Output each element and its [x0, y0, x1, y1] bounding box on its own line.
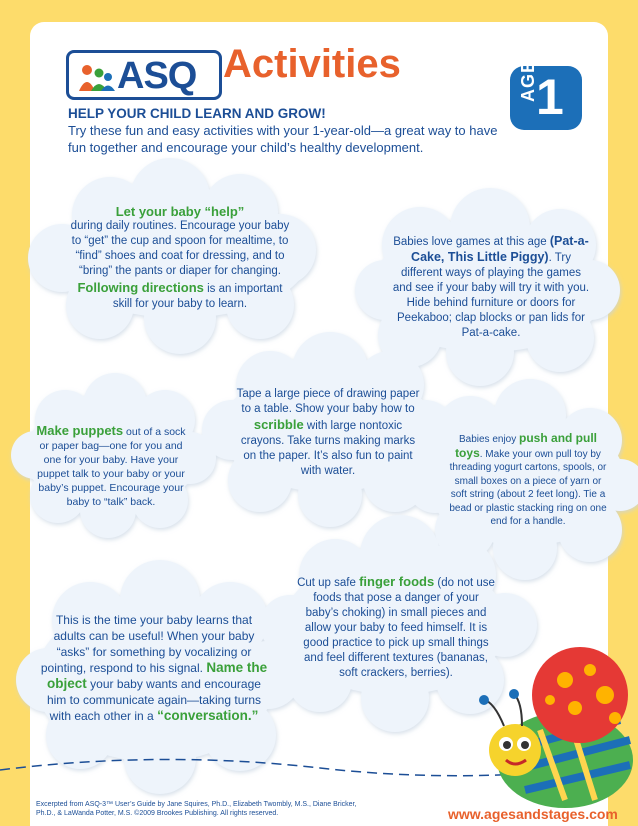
- tip-help-title: Let your baby “help”: [115, 204, 245, 219]
- tip-name: [40, 612, 268, 724]
- tip-name-emph: Name the object: [47, 660, 268, 691]
- page-title: Activities: [223, 42, 401, 86]
- tip-finger-lead: Cut up safe: [297, 577, 360, 589]
- tip-puppets-tail: out of a sock or paper bag—one for you and one for your baby. Have your puppet talk to your baby or your baby’s puppet. Encourage your baby to “talk” back.: [37, 426, 186, 508]
- age-badge: [510, 59, 582, 130]
- age-label: AGE: [518, 59, 538, 102]
- caterpillar-illustration: [470, 640, 638, 810]
- tip-help-body: during daily routines. Encourage your baby to “get” the cup and spoon for mealtime, to “find” shoes and coat for dressing, and to “bring” the pants or diaper for changing.: [70, 220, 290, 277]
- tip-games: [392, 234, 590, 341]
- intro-text: Try these fun and easy activities with your 1-year-old—a great way to have fun together and encourage your child’s healthy development.: [68, 123, 498, 155]
- tip-help: [70, 204, 290, 312]
- logo-text: ASQ: [117, 55, 197, 97]
- tip-finger-emph: finger foods: [359, 574, 435, 589]
- tip-finger: [296, 574, 496, 681]
- tip-puppets: [36, 424, 186, 509]
- footer-credit: Excerpted from ASQ-3™ User’s Guide by Jane Squires, Ph.D., Elizabeth Twombly, M.S., Diane Bricker, Ph.D., & LaWanda Potter, M.S. ©2009 Brookes Publishing. All rights reserved.: [36, 801, 357, 817]
- tip-help-tail: is an important skill for your baby to learn.: [112, 283, 283, 310]
- intro-heading: HELP YOUR CHILD LEARN AND GROW!: [68, 106, 326, 121]
- tip-pull-emph: push and pull toys: [455, 431, 598, 460]
- tip-games-tail: . Try different ways of playing the games and see if your baby will try it with you. Hide behind furniture or doors for Peekaboo; clap blocks or pan lids for Pat-a-cake.: [392, 252, 590, 339]
- logo-frame: [66, 50, 222, 100]
- tip-scribble-lead: Tape a large piece of drawing paper to a table. Show your baby how to: [236, 388, 420, 415]
- tip-scribble-emph: scribble: [253, 417, 304, 432]
- tip-pull-tail: . Make your own pull toy by threading yogurt cartons, spools, or small boxes on a piece of yarn or soft string (about 2 feet long). Tie a bead or plastic stacking ring on one end for a handle.: [449, 448, 607, 527]
- tip-name-lead: This is the time your baby learns that adults can be useful! When your baby “asks” for something by vocalizing or pointing, respond to his signal.: [40, 613, 255, 675]
- tip-scribble-tail: with large nontoxic crayons. Take turns making marks on the paper. It’s also fun to paint with water.: [240, 420, 416, 477]
- tip-pull: [448, 432, 608, 529]
- tip-pull-lead: Babies enjoy: [458, 434, 520, 445]
- tip-name-mid: your baby wants and encourage him to communicate again—taking turns with each other in a: [46, 677, 262, 723]
- tip-games-lead: Babies love games at this age: [393, 236, 547, 248]
- tip-games-emph: (Pat-a-Cake, This Little Piggy): [411, 234, 589, 264]
- tip-finger-tail: (do not use foods that pose a danger of your baby’s choking) in small pieces and allow your baby to feed himself. It is good practice to pick up small things and feel different textures (bananas, soft crackers, berries).: [303, 577, 495, 679]
- tip-puppets-emph: Make puppets: [36, 423, 124, 438]
- tip-scribble: [234, 387, 422, 479]
- footer-url-link[interactable]: www.agesandstages.com: [448, 806, 618, 822]
- age-number: 1: [536, 69, 564, 125]
- asq-people-logo-icon: [77, 63, 117, 93]
- tip-name-emph2: “conversation.”: [157, 708, 259, 723]
- tip-help-emph: Following directions: [77, 280, 204, 295]
